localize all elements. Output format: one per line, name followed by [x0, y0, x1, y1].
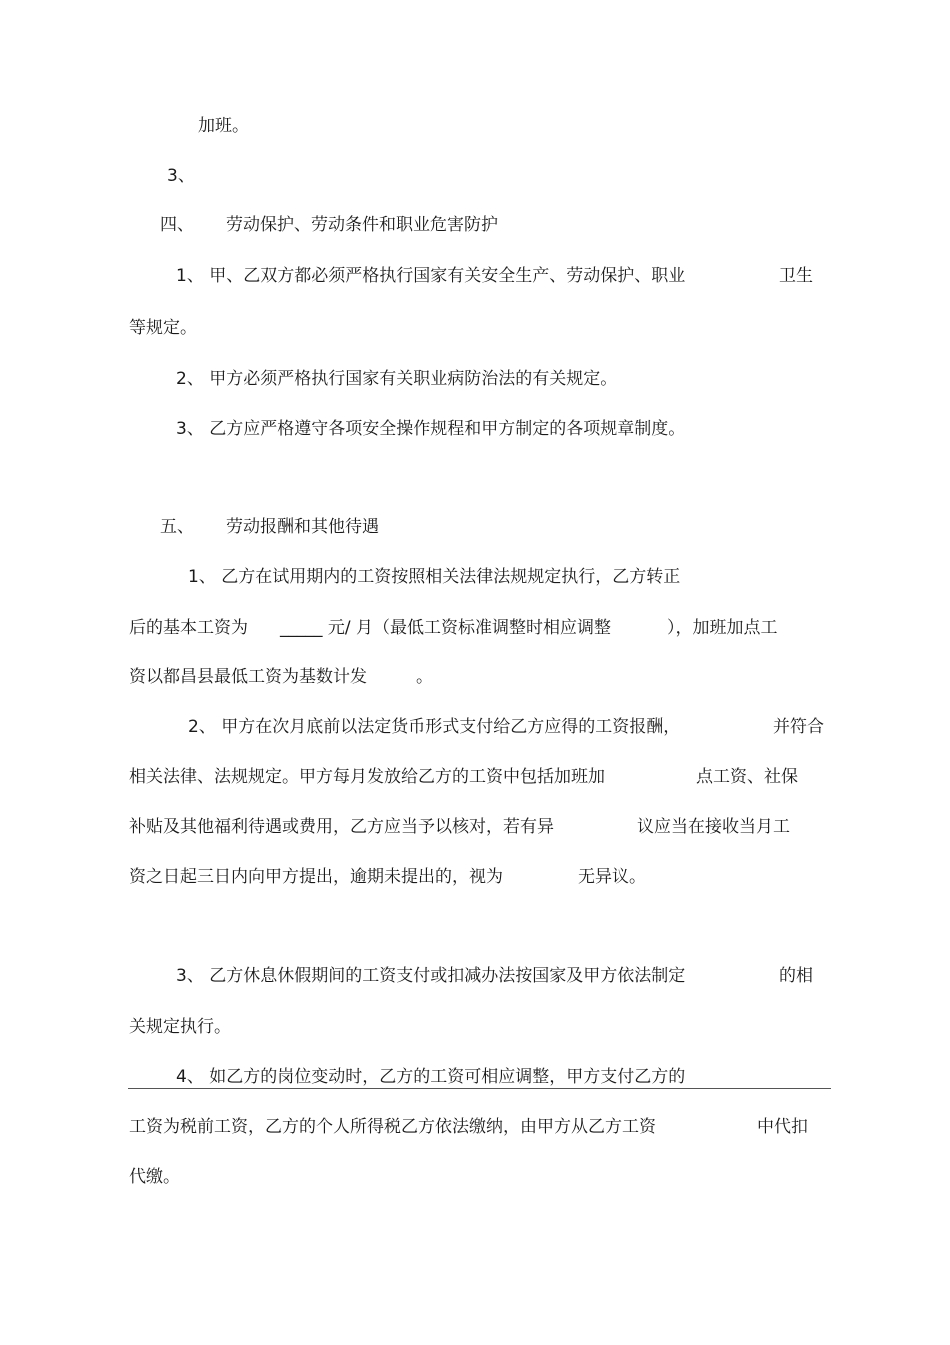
text-line: ），加班加点工	[667, 618, 778, 638]
text-line: 等规定。	[129, 318, 197, 338]
section-title: 劳动报酬和其他待遇	[226, 517, 379, 537]
text-line: 点工资、社保	[696, 767, 798, 787]
text-line: 代缴。	[129, 1167, 180, 1187]
list-number: 3、	[167, 166, 195, 186]
text-line: 4、 如乙方的岗位变动时，乙方的工资可相应调整，甲方支付乙方的	[176, 1067, 686, 1087]
text-line: 议应当在接收当月工	[637, 817, 790, 837]
text-line: 并符合	[773, 717, 824, 737]
text-line: 2、 甲方在次月底前以法定货币形式支付给乙方应得的工资报酬，	[188, 717, 681, 737]
text-line: 相关法律、法规规定。甲方每月发放给乙方的工资中包括加班加	[129, 767, 605, 787]
text-line: 工资为税前工资，乙方的个人所得税乙方依法缴纳，由甲方从乙方工资	[129, 1117, 656, 1137]
text-line: 1、 甲、乙双方都必须严格执行国家有关安全生产、劳动保护、职业	[176, 266, 686, 286]
text-line: 2、 甲方必须严格执行国家有关职业病防治法的有关规定。	[176, 369, 618, 389]
section-number: 五、	[160, 517, 194, 537]
text-line: 中代扣	[757, 1117, 808, 1137]
text-line: 。	[416, 667, 433, 687]
text-line: 后的基本工资为	[129, 618, 248, 638]
text-line: 资之日起三日内向甲方提出，逾期未提出的，视为	[129, 867, 503, 887]
text-line: 无异议。	[578, 867, 646, 887]
section-title: 劳动保护、劳动条件和职业危害防护	[226, 215, 498, 235]
section-number: 四、	[160, 215, 194, 235]
text-line: 资以都昌县最低工资为基数计发	[129, 667, 367, 687]
text-line: 关规定执行。	[129, 1017, 231, 1037]
text-line: 的相	[779, 966, 813, 986]
text-line: 卫生	[779, 266, 813, 286]
text-line: 3、 乙方休息休假期间的工资支付或扣减办法按国家及甲方依法制定	[176, 966, 686, 986]
text-line: 3、 乙方应严格遵守各项安全操作规程和甲方制定的各项规章制度。	[176, 419, 686, 439]
text-line: 1、 乙方在试用期内的工资按照相关法律法规规定执行，乙方转正	[188, 567, 681, 587]
text-line: 加班。	[198, 116, 249, 136]
text-line: _____ 元/ 月（最低工资标准调整时相应调整	[280, 618, 612, 638]
horizontal-divider	[128, 1088, 831, 1089]
text-line: 补贴及其他福利待遇或费用，乙方应当予以核对，若有异	[129, 817, 554, 837]
